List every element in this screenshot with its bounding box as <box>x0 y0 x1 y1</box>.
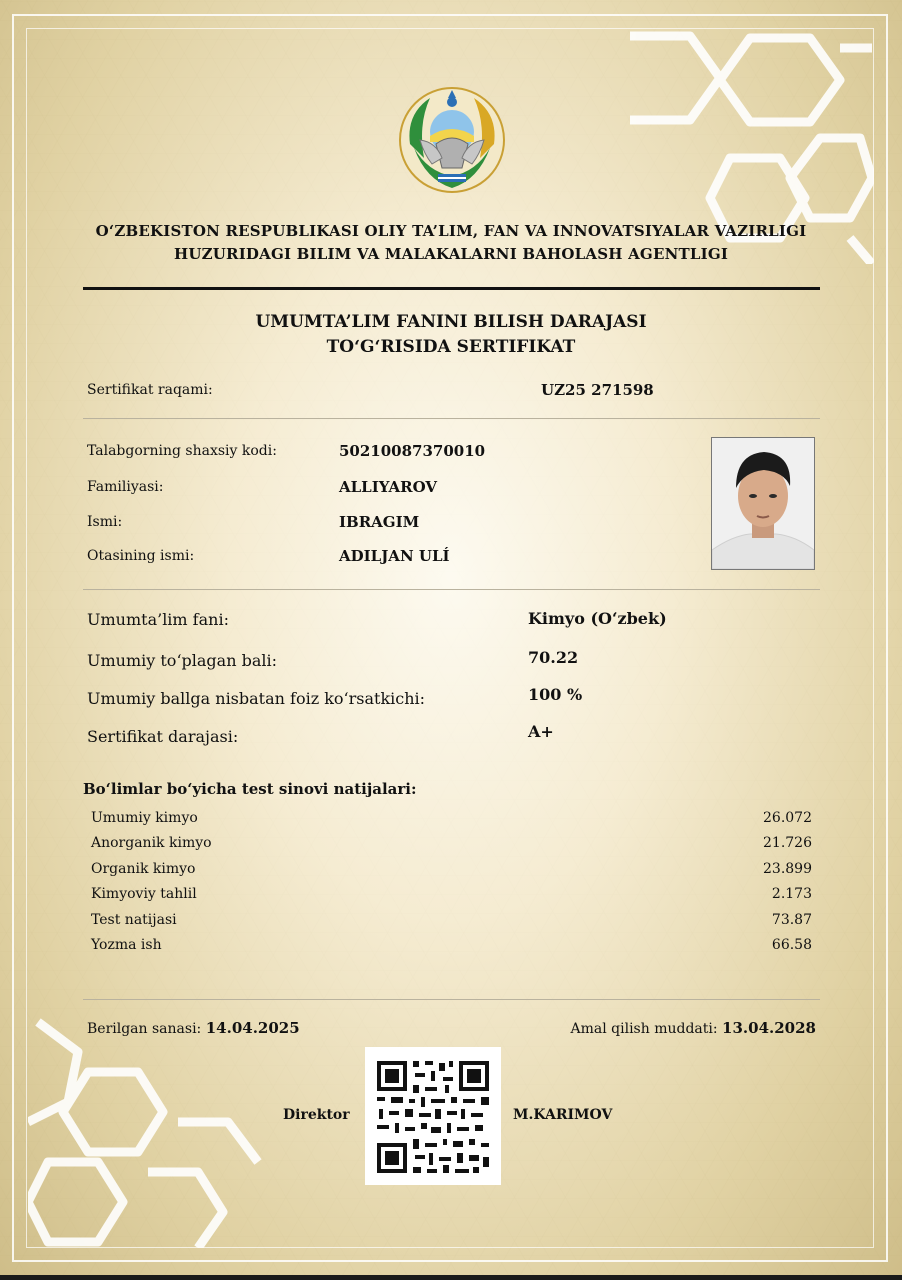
certificate-number-label: Sertifikat raqami: <box>87 382 213 398</box>
qr-code-icon[interactable] <box>365 1047 501 1185</box>
section-row-label: Yozma ish <box>91 937 162 953</box>
surname-value: ALLIYAROV <box>339 478 438 496</box>
director-label: Direktor <box>283 1107 350 1123</box>
subject-label: Umumta’lim fani: <box>87 610 229 629</box>
section-row-value: 23.899 <box>763 861 812 877</box>
grade-label: Sertifikat darajasi: <box>87 727 239 746</box>
divider-1 <box>83 418 820 419</box>
score-value: 70.22 <box>528 648 579 667</box>
title-line-2: TO‘G‘RISIDA SERTIFIKAT <box>326 337 576 357</box>
state-emblem-icon <box>396 84 508 196</box>
surname-label: Familiyasi: <box>87 479 164 495</box>
org-line-2: HUZURIDAGI BILIM VA MALAKALARNI BAHOLASH AGENTLIGI <box>173 245 729 263</box>
corner-ornament-bottom-left <box>28 1012 278 1248</box>
subject-value: Kimyo (O‘zbek) <box>528 609 667 628</box>
title-line-1: UMUMTA’LIM FANINI BILISH DARAJASI <box>255 312 647 332</box>
certificate-number-value: UZ25 271598 <box>541 381 654 399</box>
name-value: IBRAGIM <box>339 513 420 531</box>
patronymic-label: Otasining ismi: <box>87 548 195 564</box>
valid-until-label: Amal qilish muddati: <box>570 1021 718 1037</box>
percent-value: 100 % <box>528 685 583 704</box>
section-row-label: Test natijasi <box>91 912 177 928</box>
section-row-value: 66.58 <box>771 937 812 953</box>
percent-label: Umumiy ballga nisbatan foiz ko‘rsatkichi: <box>87 689 426 708</box>
section-row-value: 2.173 <box>771 886 812 902</box>
personal-code-label: Talabgorning shaxsiy kodi: <box>87 443 277 459</box>
issued-date-value: 14.04.2025 <box>205 1019 300 1037</box>
valid-until <box>571 1019 817 1037</box>
portrait-photo <box>711 437 815 570</box>
director-name: M.KARIMOV <box>513 1107 613 1123</box>
bottom-strip <box>0 1275 902 1280</box>
section-row-label: Anorganik kimyo <box>91 835 212 851</box>
issued-date <box>87 1019 300 1037</box>
section-row-label: Umumiy kimyo <box>91 810 198 826</box>
section-row-label: Kimyoviy tahlil <box>91 886 197 902</box>
personal-code-value: 50210087370010 <box>339 442 486 460</box>
issued-date-label: Berilgan sanasi: <box>87 1021 202 1037</box>
section-row-value: 26.072 <box>763 810 812 826</box>
name-label: Ismi: <box>87 514 123 530</box>
valid-until-value: 13.04.2028 <box>722 1019 816 1037</box>
section-row-value: 73.87 <box>771 912 812 928</box>
grade-value: A+ <box>528 722 554 741</box>
section-row-value: 21.726 <box>763 835 812 851</box>
section-results-title: Bo‘limlar bo‘yicha test sinovi natijalari: <box>83 780 417 798</box>
org-line-1: O‘ZBEKISTON RESPUBLIKASI OLIY TA’LIM, FAN VA INNOVATSIYALAR VAZIRLIGI <box>95 222 807 240</box>
score-label: Umumiy to‘plagan bali: <box>87 651 277 670</box>
patronymic-value: ADILJAN ULÍ <box>339 547 450 565</box>
section-row-label: Organik kimyo <box>91 861 196 877</box>
header-divider <box>83 287 820 290</box>
divider-2 <box>83 589 820 590</box>
divider-3 <box>83 999 820 1000</box>
